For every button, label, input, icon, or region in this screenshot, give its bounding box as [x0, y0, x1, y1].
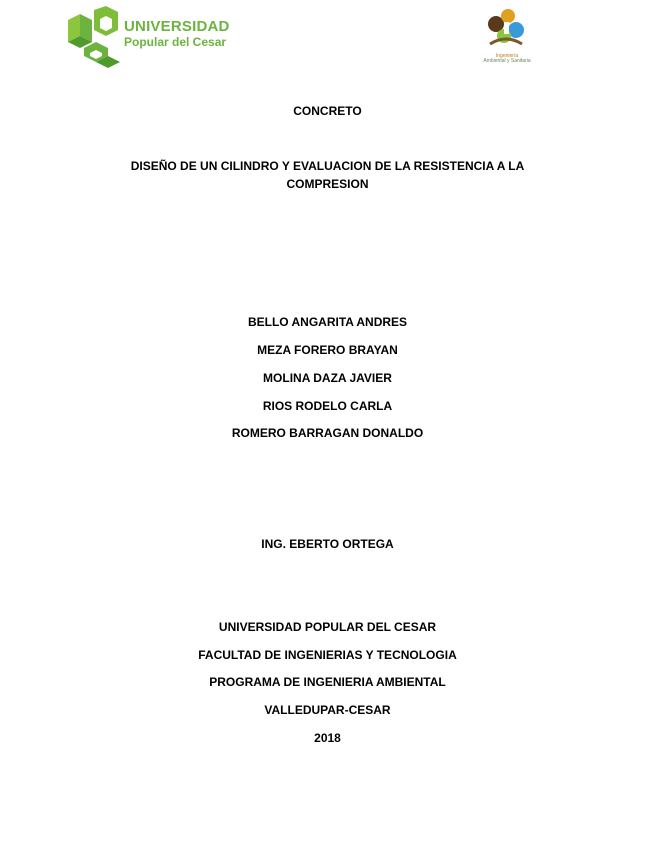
program-logo — [472, 8, 542, 66]
university-logo-text — [124, 19, 230, 48]
program-emblem-icon — [482, 8, 532, 54]
city-line: VALLEDUPAR-CESAR — [264, 703, 391, 717]
professor-name: ING. EBERTO ORTEGA — [261, 537, 394, 551]
author-name: BELLO ANGARITA ANDRES — [247, 315, 408, 329]
program-logo-caption — [472, 54, 542, 64]
program-logo-caption-line2: Ambiental y Sanitaria — [483, 58, 531, 64]
university-logo-line1: UNIVERSIDAD — [124, 18, 230, 35]
document-title: DISEÑO DE UN CILINDRO Y EVALUACION DE LA RESISTENCIA A LA COMPRESION — [130, 159, 525, 191]
year-line: 2018 — [314, 731, 341, 745]
author-name: MOLINA DAZA JAVIER — [263, 371, 392, 385]
upc-emblem-icon — [66, 6, 122, 68]
course-title: CONCRETO — [293, 104, 362, 118]
university-logo-line2: Popular del Cesar — [124, 35, 227, 49]
author-name: MEZA FORERO BRAYAN — [257, 343, 398, 357]
author-name: ROMERO BARRAGAN DONALDO — [231, 426, 424, 440]
program-logo-caption-line1: Ingeniería — [495, 53, 519, 59]
institution-line: UNIVERSIDAD POPULAR DEL CESAR — [218, 620, 437, 634]
author-name: RIOS RODELO CARLA — [262, 399, 393, 413]
program-line: PROGRAMA DE INGENIERIA AMBIENTAL — [209, 675, 446, 689]
university-logo — [66, 6, 230, 70]
faculty-line: FACULTAD DE INGENIERIAS Y TECNOLOGIA — [198, 648, 457, 662]
